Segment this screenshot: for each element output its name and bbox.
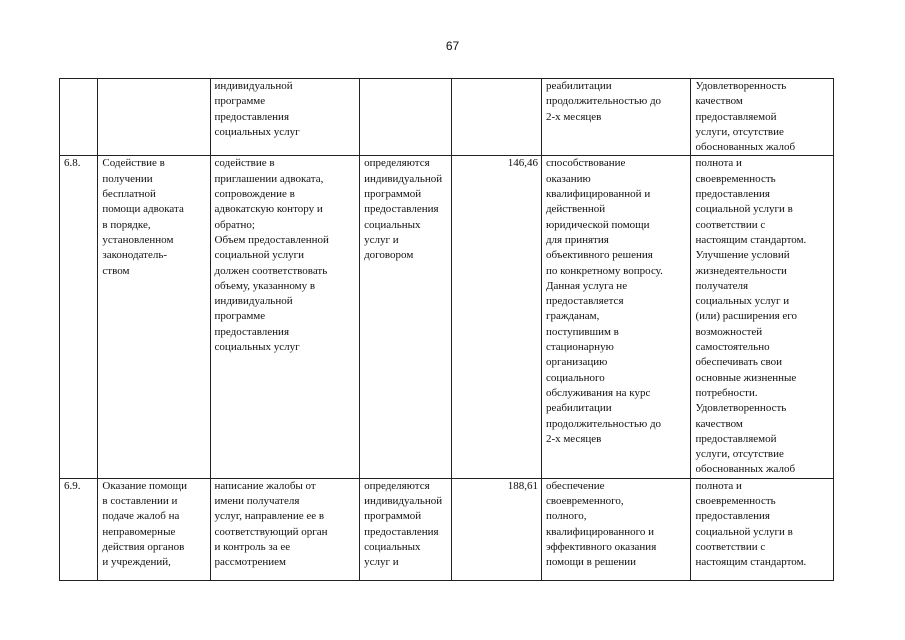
service-price-cell	[452, 79, 542, 156]
service-terms-cell	[360, 79, 452, 156]
row-number-cell: 6.9.	[60, 478, 98, 580]
service-evaluation-cell: Удовлетворенность качеством предоставляемой услуги, отсутствие обоснованных жалоб	[691, 79, 834, 156]
service-name-cell: Содействие в получении бесплатной помощи адвоката в порядке, установленном законодатель- ством	[98, 156, 210, 478]
table-row	[60, 478, 834, 580]
services-table	[59, 78, 834, 581]
service-description-cell: написание жалобы от имени получателя услуг, направление ее в соответствующий орган и контроль за ее рассмотрением	[210, 478, 360, 580]
service-terms-cell: определяются индивидуальной программой предоставления социальных услуг и договором	[360, 156, 452, 478]
row-number-cell: 6.8.	[60, 156, 98, 478]
table-row	[60, 79, 834, 156]
service-name-cell	[98, 79, 210, 156]
service-price-cell: 146,46	[452, 156, 542, 478]
service-terms-cell: определяются индивидуальной программой предоставления социальных услуг и	[360, 478, 452, 580]
row-number-cell	[60, 79, 98, 156]
table-row	[60, 156, 834, 478]
service-name-cell: Оказание помощи в составлении и подаче жалоб на неправомерные действия органов и учреждений,	[98, 478, 210, 580]
service-description-cell: индивидуальной программе предоставления социальных услуг	[210, 79, 360, 156]
service-indicators-cell: реабилитации продолжительностью до 2-х месяцев	[541, 79, 691, 156]
service-evaluation-cell: полнота и своевременность предоставления социальной услуги в соответствии с настоящим стандартом. Улучшение условий жизнедеятельности получателя социальных услуг и (или) расширения его возможностей самостоятельно обеспечивать свои основные жизненные потребности. Удовлетворенность качеством предоставляемой услуги, отсутствие обоснованных жалоб	[691, 156, 834, 478]
service-description-cell: содействие в приглашении адвоката, сопровождение в адвокатскую контору и обратно; Объем предоставленной социальной услуги должен соответствовать объему, указанному в индивидуальной программе предоставления социальных услуг	[210, 156, 360, 478]
service-evaluation-cell: полнота и своевременность предоставления социальной услуги в соответствии с настоящим стандартом.	[691, 478, 834, 580]
service-price-cell: 188,61	[452, 478, 542, 580]
page-number: 67	[445, 39, 460, 53]
service-indicators-cell: способствование оказанию квалифицированной и действенной юридической помощи для принятия объективного решения по конкретному вопросу. Данная услуга не предоставляется гражданам, поступившим в стационарную организацию социального обслуживания на курс реабилитации продолжительностью до 2-х месяцев	[541, 156, 691, 478]
service-indicators-cell: обеспечение своевременного, полного, квалифицированного и эффективного оказания помощи в решении	[541, 478, 691, 580]
